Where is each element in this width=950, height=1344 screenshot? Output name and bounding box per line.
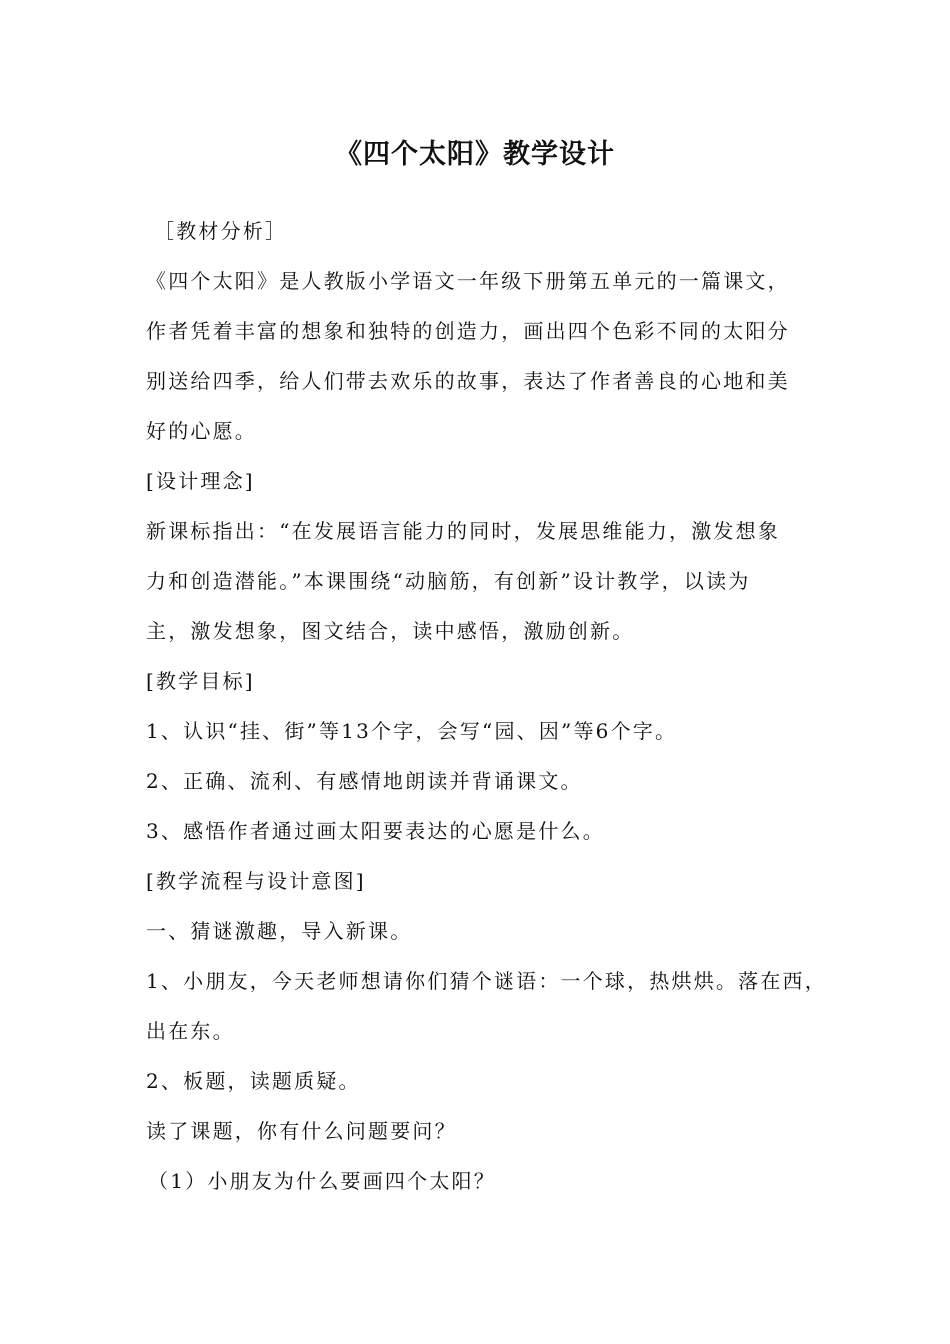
document-title: 《四个太阳》教学设计 — [335, 139, 615, 170]
paragraph-line: 力和创造潜能。”本课围绕“动脑筋，有创新”设计教学，以读为 — [146, 569, 751, 593]
list-item: 3、感悟作者通过画太阳要表达的心愿是什么。 — [146, 819, 605, 843]
list-item: 2、正确、流利、有感情地朗读并背诵课文。 — [146, 769, 583, 793]
list-item: 1、认识“挂、街”等13个字，会写“园、因”等6个字。 — [146, 719, 678, 743]
list-item: 1、小朋友，今天老师想请你们猜个谜语：一个球，热烘烘。落在西， — [146, 969, 827, 993]
paragraph-line: 出在东。 — [146, 1019, 235, 1043]
paragraph-line: 好的心愿。 — [146, 419, 257, 443]
paragraph-line: 别送给四季，给人们带去欢乐的故事，表达了作者善良的心地和美 — [146, 369, 790, 393]
paragraph-line: 读了课题，你有什么问题要问？ — [146, 1119, 457, 1143]
section-heading-textbook-analysis: ［教材分析］ — [154, 219, 288, 243]
list-item: （1）小朋友为什么要画四个太阳？ — [148, 1169, 496, 1193]
paragraph-line: 《四个太阳》是人教版小学语文一年级下册第五单元的一篇课文， — [146, 269, 790, 293]
paragraph-line: 主，激发想象，图文结合，读中感悟，激励创新。 — [146, 619, 635, 643]
sub-heading: 一、猜谜激趣，导入新课。 — [146, 919, 413, 943]
section-heading-teaching-process: [教学流程与设计意图] — [146, 869, 366, 893]
document-body — [146, 206, 836, 1206]
section-heading-teaching-goals: [教学目标] — [146, 669, 255, 693]
section-heading-design-concept: [设计理念] — [146, 469, 255, 493]
paragraph-line: 新课标指出：“在发展语言能力的同时，发展思维能力，激发想象 — [146, 519, 781, 543]
list-item: 2、板题，读题质疑。 — [146, 1069, 361, 1093]
paragraph-line: 作者凭着丰富的想象和独特的创造力，画出四个色彩不同的太阳分 — [146, 319, 790, 343]
